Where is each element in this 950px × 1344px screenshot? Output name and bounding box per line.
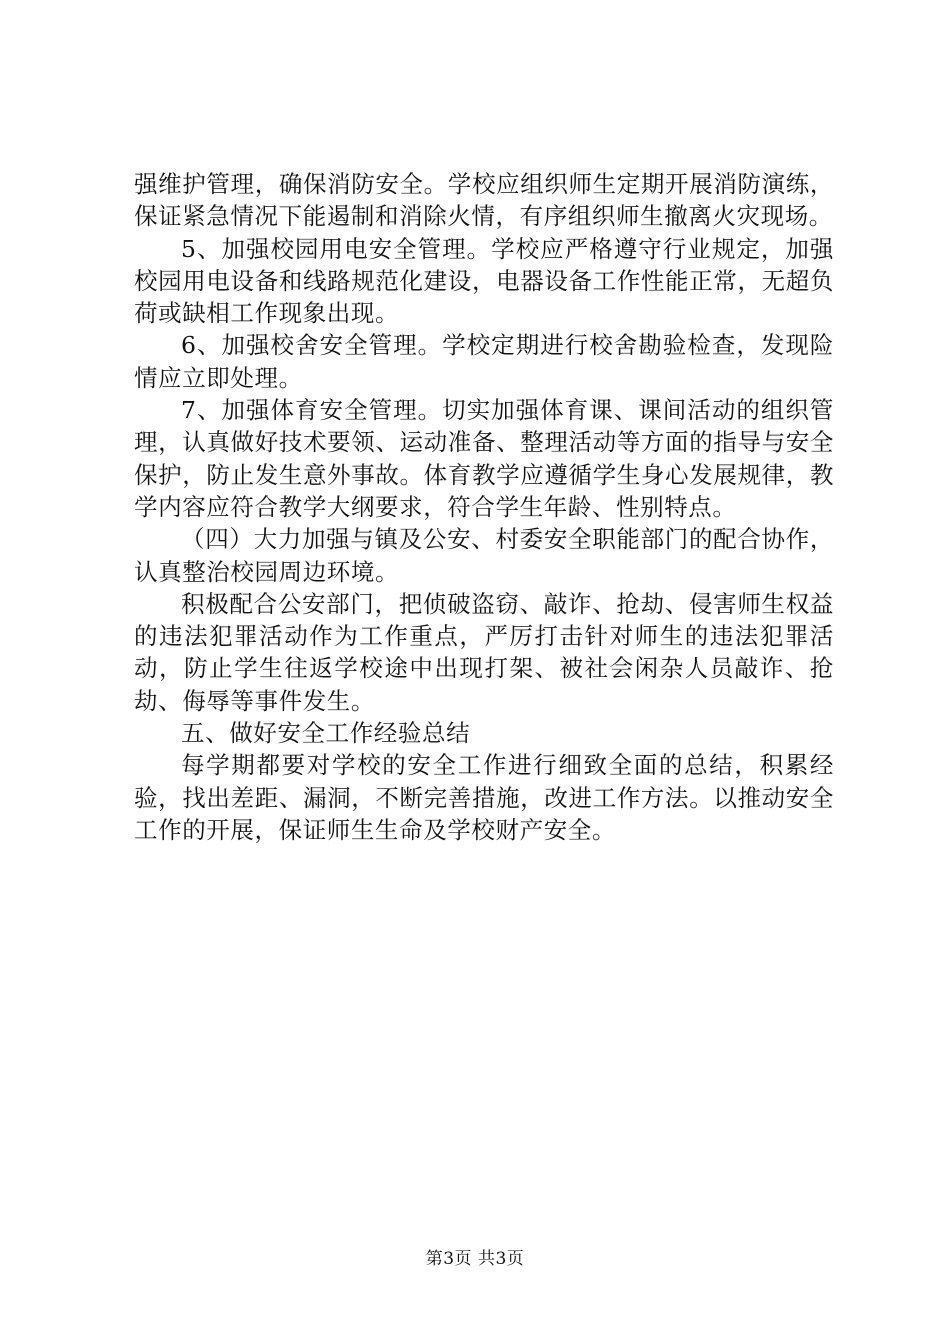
paragraph-building-safety: 6、加强校舍安全管理。学校定期进行校舍勘验检查，发现险情应立即处理。 [134, 331, 834, 392]
paragraph-electricity-safety: 5、加强校园用电安全管理。学校应严格遵守行业规定，加强校园用电设备和线路规范化建设，电器设备工作性能正常，无超负荷或缺相工作现象出现。 [134, 234, 834, 328]
paragraph-sports-safety: 7、加强体育安全管理。切实加强体育课、课间活动的组织管理，认真做好技术要领、运动准备、整理活动等方面的指导与安全保护，防止发生意外事故。体育教学应遵循学生身心发展规律，教学内容应符合教学大纲要求，符合学生年龄、性别特点。 [134, 396, 834, 521]
document-body [134, 168, 834, 846]
page-footer: 第3页 共3页 [425, 1249, 525, 1269]
paragraph-summary: 每学期都要对学校的安全工作进行细致全面的总结，积累经验，找出差距、漏洞，不断完善措施，改进工作方法。以推动安全工作的开展，保证师生生命及学校财产安全。 [134, 751, 834, 844]
paragraph-section-four-heading: （四）大力加强与镇及公安、村委安全职能部门的配合协作，认真整治校园周边环境。 [134, 525, 834, 586]
paragraph-fire-safety-continued: 强维护管理，确保消防安全。学校应组织师生定期开展消防演练，保证紧急情况下能遏制和消除火情，有序组织师生撤离火灾现场。 [134, 170, 834, 231]
paragraph-police-cooperation: 积极配合公安部门，把侦破盗窃、敲诈、抢劫、侵害师生权益的违法犯罪活动作为工作重点，严厉打击针对师生的违法犯罪活动，防止学生往返学校途中出现打架、被社会闲杂人员敲诈、抢劫、侮辱等事件发生。 [134, 589, 834, 715]
paragraph-section-five-heading: 五、做好安全工作经验总结 [181, 719, 471, 748]
